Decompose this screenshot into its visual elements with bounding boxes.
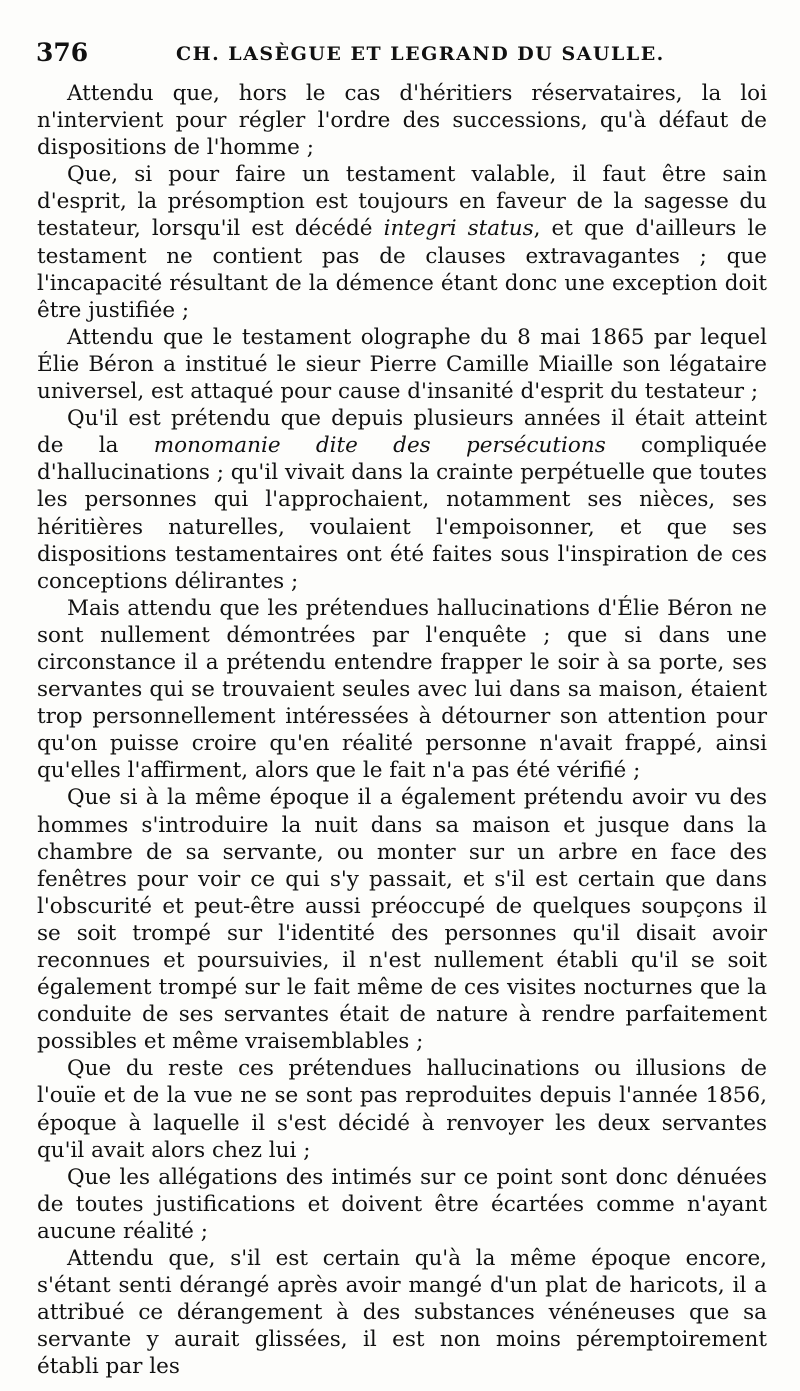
paragraph-1 xyxy=(37,80,767,161)
paragraph-text: Que les allégations des intimés sur ce point sont donc dénuées de toutes justifications et doivent être écartées comme n'ayant aucune réalité ; xyxy=(37,1164,767,1244)
paragraph-text: Qu'il est prétendu que depuis plusieurs années il était atteint de la xyxy=(37,406,767,459)
paragraph-text: Que, si pour faire un testament valable, il faut être sain d'esprit, la présomption est toujours en faveur de la sagesse du testateur, lorsqu'il est décédé xyxy=(37,162,767,242)
paragraph-7 xyxy=(37,1055,767,1163)
paragraph-8 xyxy=(37,1164,767,1245)
paragraph-text: Mais attendu que les prétendues hallucinations d'Élie Béron ne sont nullement démontrées par l'enquête ; que si dans une circonstance il a prétendu entendre frapper le soir à sa porte, ses servantes qui se trouvaient seules avec lui dans sa maison, étaient trop personnellement intéressées à détourner son attention pour qu'on puisse croire qu'en réalité personne n'avait frappé, ainsi qu'elles l'affirment, alors que le fait n'a pas été vérifié ; xyxy=(37,595,767,784)
paragraph-text: Attendu que le testament olographe du 8 mai 1865 par lequel Élie Béron a institué le sieur Pierre Camille Miaille son légataire universel, est attaqué pour cause d'insanité d'esprit du testateur ; xyxy=(37,324,767,405)
page-header xyxy=(36,38,776,72)
paragraph-3 xyxy=(37,324,767,405)
italic-phrase: integri status xyxy=(383,216,534,242)
paragraph-text: compliquée d'hallucinations ; qu'il vivait dans la crainte perpétuelle que toutes les personnes qui l'approchaient, notamment ses nièces, ses héritières naturelles, voulaient l'empoisonner, et que ses dispositions testamentaires ont été faites sous l'inspiration de ces conceptions délirantes ; xyxy=(37,433,767,594)
italic-phrase: monomanie dite des persécutions xyxy=(153,433,606,459)
paragraph-5 xyxy=(37,595,767,785)
running-head: CH. LASÈGUE ET LEGRAND DU SAULLE. xyxy=(176,43,665,65)
paragraph-text: Attendu que, hors le cas d'héritiers réservataires, la loi n'intervient pour régler l'ordre des successions, qu'à défaut de dispositions de l'homme ; xyxy=(37,81,767,161)
page-number: 376 xyxy=(36,38,89,67)
paragraph-6 xyxy=(37,784,767,1055)
body-text xyxy=(37,80,767,1381)
paragraph-text: , et que d'ailleurs le testament ne contient pas de clauses extravagantes ; que l'incapacité résultant de la démence étant donc une exception doit être justifiée ; xyxy=(37,216,767,323)
paragraph-text: Que si à la même époque il a également prétendu avoir vu des hommes s'introduire la nuit dans sa maison et jusque dans la chambre de sa servante, ou monter sur un arbre en face des fenêtres pour voir ce qui s'y passait, et s'il est certain que dans l'obscurité et peut-être aussi préoccupé de quelques soupçons il se soit trompé sur l'identité des personnes qu'il disait avoir reconnues et poursuivies, il n'est nullement établi qu'il se soit également trompé sur le fait même de ces visites nocturnes que la conduite de ses servantes était de nature à rendre parfaitement possibles et même vraisemblables ; xyxy=(37,785,767,1055)
paragraph-4 xyxy=(37,405,767,595)
paragraph-2 xyxy=(37,161,767,324)
paragraph-text: Attendu que, s'il est certain qu'à la même époque encore, s'étant senti dérangé après avoir mangé d'un plat de haricots, il a attribué ce dérangement à des substances vénéneuses que sa servante y aurait glissées, il est non moins péremptoirement établi par les xyxy=(37,1246,767,1380)
paragraph-text: Que du reste ces prétendues hallucinations ou illusions de l'ouïe et de la vue ne se sont pas reproduites depuis l'année 1856, époque à laquelle il s'est décidé à renvoyer les deux servantes qu'il avait alors chez lui ; xyxy=(37,1056,767,1163)
paragraph-9 xyxy=(37,1245,767,1380)
